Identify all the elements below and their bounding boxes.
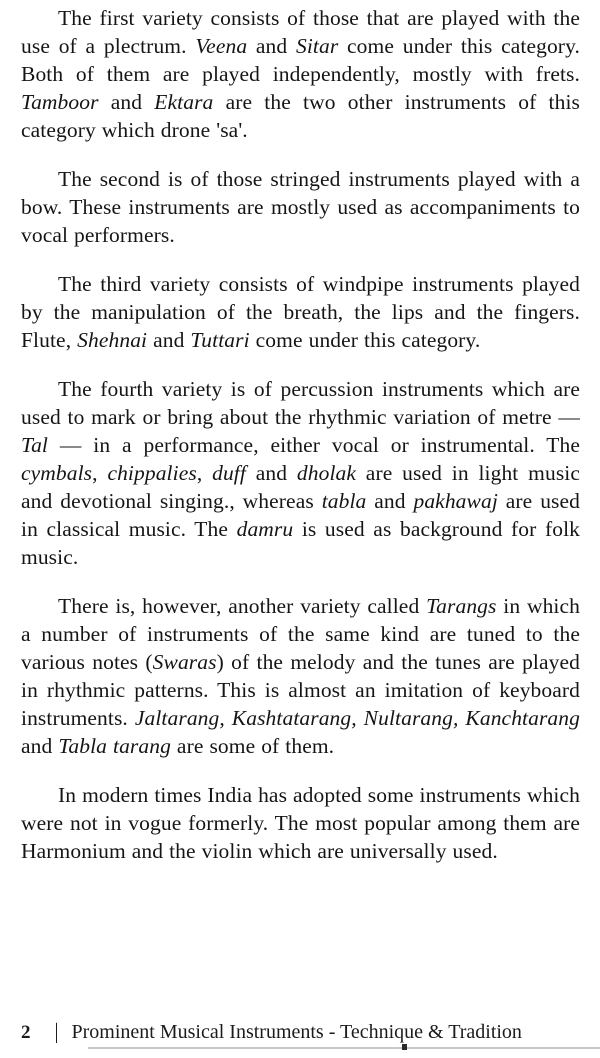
italic-text: Veena xyxy=(195,34,248,58)
page-body xyxy=(21,4,580,886)
italic-text: dholak xyxy=(296,461,357,485)
body-text: ) of the melody and the tunes are played in rhythmic patterns. This is almost an imitation of keyboard instruments. xyxy=(21,650,580,730)
body-text: and xyxy=(366,489,414,513)
scan-artifact-line xyxy=(88,1047,600,1049)
body-text: There is, however, another variety called xyxy=(58,594,427,618)
italic-text: tabla xyxy=(321,489,367,513)
body-text: and xyxy=(147,328,191,352)
paragraph xyxy=(21,781,580,865)
italic-text: duff xyxy=(212,461,246,485)
scan-artifact-dot xyxy=(402,1044,407,1050)
footer-page-number: 2 xyxy=(21,1022,31,1043)
body-text: The first variety consists of those that are played with the use of a plectrum. xyxy=(21,6,580,58)
body-text: come under this category. Both of them are played independently, mostly with frets. xyxy=(21,34,580,86)
body-text: and xyxy=(247,34,296,58)
italic-text: damru xyxy=(236,517,294,541)
italic-text: Tuttari xyxy=(190,328,250,352)
body-text: and xyxy=(245,461,297,485)
italic-text: Shehnai xyxy=(77,328,148,352)
body-text: is used as background for folk music. xyxy=(21,517,581,569)
italic-text: chippalies xyxy=(107,461,197,485)
italic-text: Tabla tarang xyxy=(58,734,171,758)
italic-text: pakhawaj xyxy=(413,489,498,513)
footer-separator: | xyxy=(54,1019,59,1045)
body-text: The fourth variety is of percussion instruments which are used to mark or bring about the rhythmic variation of metre — xyxy=(21,377,580,429)
body-text: In modern times India has adopted some instruments which were not in vogue formerly. The most popular among them are Harmonium and the violin which are universally used. xyxy=(21,783,580,863)
body-text: , xyxy=(196,461,213,485)
paragraph xyxy=(21,4,580,144)
paragraph xyxy=(21,270,580,354)
body-text: are used in classical music. The xyxy=(21,489,581,541)
body-text: come under this category. xyxy=(249,328,481,352)
italic-text: Tal xyxy=(21,433,49,457)
paragraph xyxy=(21,375,580,571)
italic-text: Jaltarang, Kashtatarang, Nultarang, Kanchtarang xyxy=(134,706,580,730)
body-text: and xyxy=(21,734,59,758)
body-text: are used in light music and devotional singing., whereas xyxy=(21,461,581,513)
body-text: in which a number of instruments of the same kind are tuned to the various notes ( xyxy=(21,594,580,674)
body-text: are some of them. xyxy=(170,734,335,758)
italic-text: Tamboor xyxy=(21,90,99,114)
italic-text: Sitar xyxy=(295,34,339,58)
paragraph xyxy=(21,592,580,760)
body-text: are the two other instruments of this category which drone 'sa'. xyxy=(21,90,580,142)
body-text: — in a performance, either vocal or instrumental. The xyxy=(48,433,580,457)
page-footer xyxy=(21,1020,522,1045)
body-text: The second is of those stringed instruments played with a bow. These instruments are mostly used as accompaniments to vocal performers. xyxy=(21,167,580,247)
italic-text: Swaras xyxy=(152,650,217,674)
footer-book-title: Prominent Musical Instruments - Technique & Tradition xyxy=(71,1021,522,1043)
italic-text: Ektara xyxy=(154,90,214,114)
body-text: The third variety consists of windpipe instruments played by the manipulation of the breath, the lips and the fingers. Flute, xyxy=(21,272,580,352)
paragraph xyxy=(21,165,580,249)
italic-text: cymbals xyxy=(21,461,93,485)
body-text: , xyxy=(92,461,108,485)
italic-text: Tarangs xyxy=(426,594,497,618)
body-text: and xyxy=(98,90,155,114)
